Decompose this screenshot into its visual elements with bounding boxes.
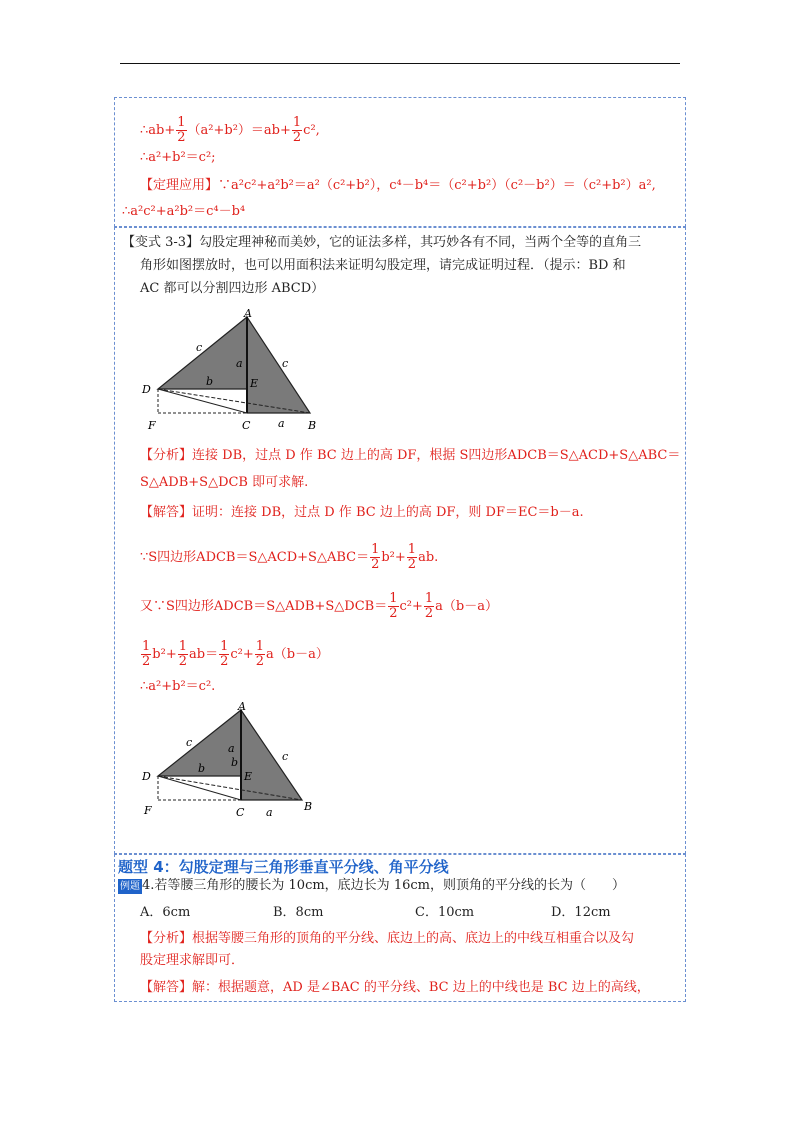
label-a-base: a	[278, 417, 285, 430]
label-D: D	[142, 770, 151, 783]
shaded-triangle-left	[158, 317, 247, 389]
label-A: A	[238, 700, 246, 713]
variant-line-3: AC 都可以分割四边形 ABCD）	[140, 281, 325, 296]
label-F: F	[148, 419, 156, 432]
shaded-triangle-right	[241, 710, 302, 800]
line-3: 【定理应用】∵a²c²+a²b²＝a²（c²+b²），c⁴－b⁴＝（c²+b²）（c²－b²）＝（c²+b²）a²,	[140, 178, 656, 193]
label-C: C	[236, 806, 245, 819]
answer-line-2: ∵S四边形ADCB＝S△ACD+S△ABC＝ $\frac{1}{2}$ b²+ $\frac{1}{2}$ ab.	[140, 542, 439, 572]
label-B: B	[308, 419, 317, 432]
label-c-right: c	[282, 357, 289, 370]
label-a-vertical: a	[236, 357, 243, 370]
label-b-vertical: b	[231, 756, 239, 769]
variant-line-1: 【变式 3-3】勾股定理神秘而美妙，它的证法多样，其巧妙各有不同，当两个全等的直角三	[122, 235, 642, 250]
label-a-base: a	[266, 806, 273, 819]
section-answer-1: 【解答】解：根据题意，AD 是∠BAC 的平分线、BC 边上的中线也是 BC 边上的高线，	[140, 980, 650, 995]
label-c-left: c	[186, 736, 193, 749]
section-analysis-1: 【分析】根据等腰三角形的顶角的平分线、底边上的高、底边上的中线互相重合以及勾	[140, 931, 635, 946]
label-b: b	[198, 762, 206, 775]
label-a-vertical: a	[228, 742, 235, 755]
variant-line-2: 角形如图摆放时，也可以用面积法来证明勾股定理，请完成证明过程．（提示：BD 和	[140, 258, 626, 273]
label-b: b	[206, 375, 214, 388]
line-4: ∴a²c²+a²b²＝c⁴－b⁴	[122, 204, 246, 219]
fraction-half: $\frac{1}{2}$	[177, 115, 186, 145]
option-b: B．8cm	[273, 905, 324, 920]
line-2: ∴a²+b²＝c²;	[140, 150, 216, 165]
line-1: ∴ab+ $\frac{1}{2}$ （a²+b²）＝ab+ $\frac{1}{2}$ c²,	[140, 115, 320, 145]
section-heading: 题型 4：勾股定理与三角形垂直平分线、角平分线	[118, 858, 449, 876]
option-c: C．10cm	[415, 905, 475, 920]
label-B: B	[304, 800, 313, 813]
analysis-line-2: S△ADB+S△DCB 即可求解.	[140, 475, 309, 490]
answer-line-4: $\frac{1}{2}$ b²+ $\frac{1}{2}$ ab＝ $\frac{1}{2}$ c²+ $\frac{1}{2}$ a（b－a）	[142, 639, 329, 669]
header-rule	[120, 63, 680, 64]
label-C: C	[242, 419, 251, 432]
section-analysis-2: 股定理求解即可．	[140, 953, 245, 968]
label-E: E	[250, 377, 259, 390]
shaded-triangle-right	[247, 317, 310, 413]
label-c-right: c	[282, 750, 289, 763]
label-A: A	[244, 307, 252, 320]
label-F: F	[144, 804, 152, 817]
analysis-line-1: 【分析】连接 DB，过点 D 作 BC 边上的高 DF，根据 S四边形ADCB＝S△ACD+S△ABC＝	[140, 448, 681, 463]
label-E: E	[244, 770, 253, 783]
option-a: A．6cm	[140, 905, 191, 920]
question-line: 例题 4.若等腰三角形的腰长为 10cm，底边长为 16cm，则顶角的平分线的长为（ ）	[120, 878, 625, 893]
example-tag: 例题	[120, 881, 140, 892]
label-D: D	[142, 383, 151, 396]
triangle-figure-2	[140, 700, 330, 825]
triangle-figure-1	[140, 305, 330, 435]
answer-line-1: 【解答】证明：连接 DB，过点 D 作 BC 边上的高 DF，则 DF＝EC＝b－a.	[140, 505, 584, 520]
fraction-half: $\frac{1}{2}$	[292, 115, 302, 145]
label-c-left: c	[196, 341, 203, 354]
answer-line-3: 又∵S四边形ADCB＝S△ADB+S△DCB＝ $\frac{1}{2}$ c²+ $\frac{1}{2}$ a（b－a）	[140, 591, 498, 621]
option-d: D．12cm	[551, 905, 611, 920]
answer-line-5: ∴a²+b²＝c².	[140, 679, 216, 694]
